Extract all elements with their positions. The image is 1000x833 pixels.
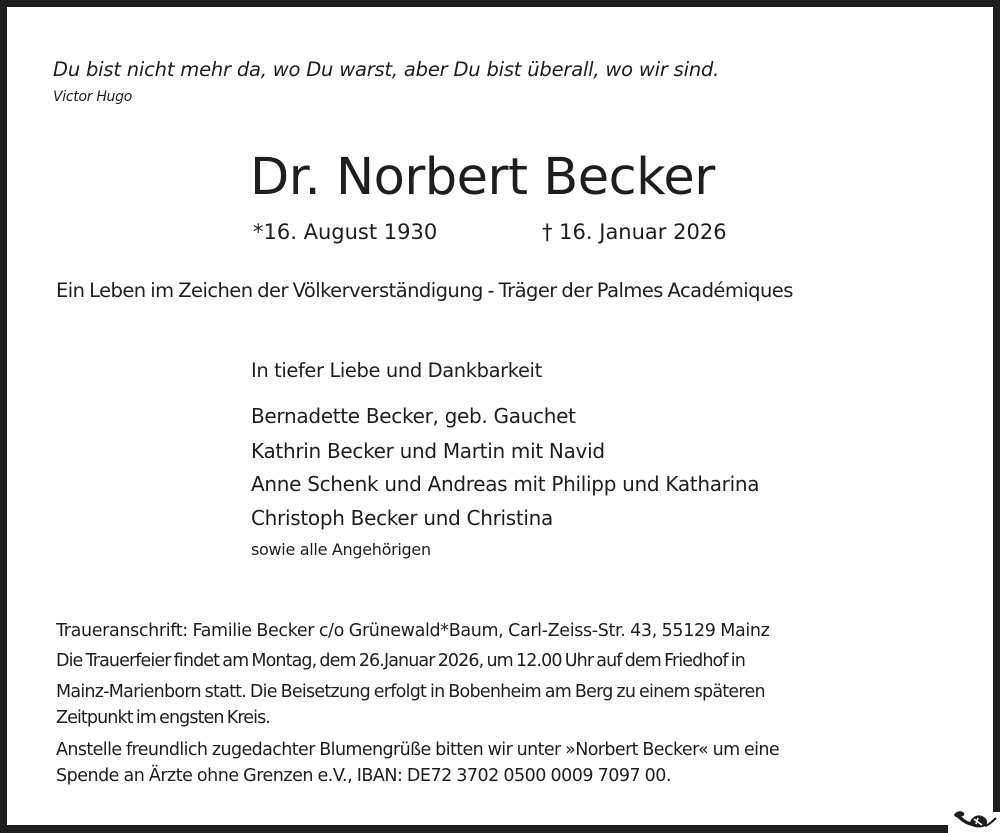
mourner-name: Kathrin Becker und Martin mit Navid xyxy=(251,439,605,463)
mourning-address: Traueranschrift: Familie Becker c/o Grünewald*Baum, Carl-Zeiss-Str. 43, 55129 Mainz xyxy=(56,621,770,641)
relatives-line: sowie alle Angehörigen xyxy=(251,540,431,559)
mourner-name: Anne Schenk und Andreas mit Philipp und Katharina xyxy=(251,472,760,496)
mourner-name: Christoph Becker und Christina xyxy=(251,506,553,530)
life-tagline: Ein Leben im Zeichen der Völkerverständigung - Träger der Palmes Académiques xyxy=(56,279,793,302)
epigraph-author: Victor Hugo xyxy=(53,89,132,105)
deceased-name: Dr. Norbert Becker xyxy=(250,148,715,207)
death-date: † 16. Januar 2026 xyxy=(542,220,727,244)
mourners-intro: In tiefer Liebe und Dankbarkeit xyxy=(251,359,542,382)
birth-date: *16. August 1930 xyxy=(253,220,438,244)
epigraph-quote: Du bist nicht mehr da, wo Du warst, aber Du bist überall, wo wir sind. xyxy=(53,58,720,81)
ceremony-line: Mainz-Marienborn statt. Die Beisetzung erfolgt in Bobenheim am Berg zu einem späteren xyxy=(56,682,765,702)
leaf-ornament-icon xyxy=(952,809,998,831)
donation-line: Spende an Ärzte ohne Grenzen e.V., IBAN: DE72 3702 0500 0009 7097 00. xyxy=(56,766,671,786)
ceremony-line: Zeitpunkt im engsten Kreis. xyxy=(56,708,270,728)
donation-line: Anstelle freundlich zugedachter Blumengrüße bitten wir unter »Norbert Becker« um eine xyxy=(56,740,780,760)
mourner-name: Bernadette Becker, geb. Gauchet xyxy=(251,404,576,428)
ceremony-line: Die Trauerfeier findet am Montag, dem 26.Januar 2026, um 12.00 Uhr auf dem Friedhof in xyxy=(56,651,745,671)
